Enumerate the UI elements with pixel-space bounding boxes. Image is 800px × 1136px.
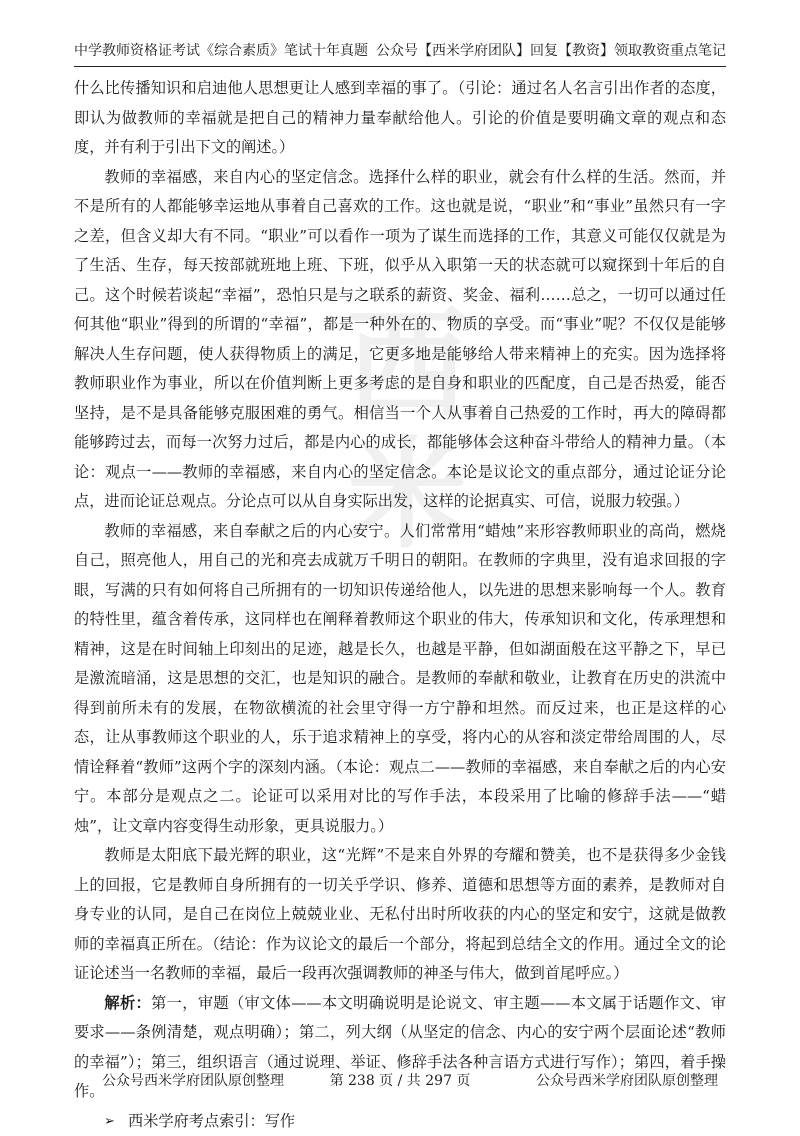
arrow-bullet-icon: ➢ [104, 1107, 115, 1136]
header-divider [74, 66, 726, 67]
footer-left-credit: 公众号西米学府团队原创整理 [102, 1068, 284, 1094]
footer-right-credit: 公众号西米学府团队原创整理 [536, 1068, 718, 1094]
analysis-label: 解析： [104, 994, 151, 1012]
watermark-logo: 西 米 [262, 300, 552, 700]
page-header [74, 36, 726, 66]
header-title: 中学教师资格证考试《综合素质》笔试十年真题 [74, 36, 368, 66]
paragraph-point-one: 教师的幸福感，来自内心的坚定信念。选择什么样的职业，就会有什么样的生活。然而，并不是所有的人都能够幸运地从事着自己喜欢的工作。这也就是说，“职业”和“事业”虽然只有一字之差，但含义却大有不同。“职业”可以看作一项为了谋生而选择的工作，其意义可能仅仅就是为了生活、生存，每天按部就班地上班、下班，似乎从入职第一天的状态就可以窥探到十年后的自己。这个时候若谈起“幸福”，恐怕只是与之联系的薪资、奖金、福利……总之，一切可以通过任何其他“职业”得到的所谓的“幸福”，都是一种外在的、物质的享受。而“事业”呢？不仅仅是能够解决人生存问题，使人获得物质上的满足，它更多地是能够给人带来精神上的充实。因为选择将教师职业作为事业，所以在价值判断上更多考虑的是自身和职业的匹配度，自己是否热爱，能否坚持，是不是具备能够克服困难的勇气。相信当一个人从事着自己热爱的工作时，再大的障碍都能够跨过去，而每一次努力过后，都是内心的成长，都能够体会这种奋斗带给人的精神力量。（本论：观点一——教师的幸福感，来自内心的坚定信念。本论是议论文的重点部分，通过论证分论点，进而论证总观点。分论点可以从自身实际出发，这样的论据真实、可信，说服力较强。） [74, 163, 726, 517]
page-footer [74, 1068, 726, 1094]
header-promo: 公众号【西米学府团队】回复【教资】领取教资重点笔记 [376, 36, 726, 66]
paragraph-point-two: 教师的幸福感，来自奉献之后的内心安宁。人们常常用“蜡烛”来形容教师职业的高尚，燃烧自己，照亮他人，用自己的光和亮去成就万千明日的朝阳。在教师的字典里，没有追求回报的字眼，写满的只有如何将自己所拥有的一切知识传递给他人，以先进的思想来影响每一个人。教育的特性里，蕴含着传承，这同样也在阐释着教师这个职业的伟大，传承知识和文化，传承理想和精神，这是在时间轴上印刻出的足迹，越是长久，也越是平静，但如湖面般在这平静之下，早已是激流暗涌，这是思想的交汇，也是知识的融合。是教师的奉献和敬业，让教育在历史的洪流中得到前所未有的发展，在物欲横流的社会里守得一方宁静和坦然。而反过来，也正是这样的心态，让从事教师这个职业的人，乐于追求精神上的享受，将内心的从容和淡定带给周围的人，尽情诠释着“教师”这两个字的深刻内涵。（本论：观点二——教师的幸福感，来自奉献之后的内心安宁。本部分是观点之二。论证可以采用对比的写作手法，本段采用了比喻的修辞手法——“蜡烛”，让文章内容变得生动形象，更具说服力。） [74, 517, 726, 842]
page-number: 第 238 页 / 共 297 页 [74, 1068, 726, 1094]
paragraph-conclusion: 教师是太阳底下最光辉的职业，这“光辉”不是来自外界的夸耀和赞美，也不是获得多少金钱上的回报，它是教师自身所拥有的一切关乎学识、修养、道德和思想等方面的素养，是教师对自身专业的认同，是自己在岗位上兢兢业业、无私付出时所收获的内心的坚定和安宁，这就是做教师的幸福真正所在。（结论：作为议论文的最后一个部分，将起到总结全文的作用。通过全文的论证论述当一名教师的幸福，最后一段再次强调教师的神圣与伟大，做到首尾呼应。） [74, 841, 726, 989]
exam-point-text: 西米学府考点索引：写作 [128, 1112, 295, 1130]
analysis-text: 第一，审题（审文体——本文明确说明是论说文、审主题——本文属于话题作文、审要求——条例清楚，观点明确）；第二，列大纲（从坚定的信念、内心的安宁两个层面论述“教师的幸福”）；第三，组织语言（通过说理、举证、修辞手法各种言语方式进行写作）；第四，着手操作。 [74, 994, 726, 1101]
document-body [74, 74, 726, 1136]
paragraph-intro: 什么比传播知识和启迪他人思想更让人感到幸福的事了。（引论：通过名人名言引出作者的态度，即认为做教师的幸福就是把自己的精神力量奉献给他人。引论的价值是要明确文章的观点和态度，并有利于引出下文的阐述。） [74, 74, 726, 163]
